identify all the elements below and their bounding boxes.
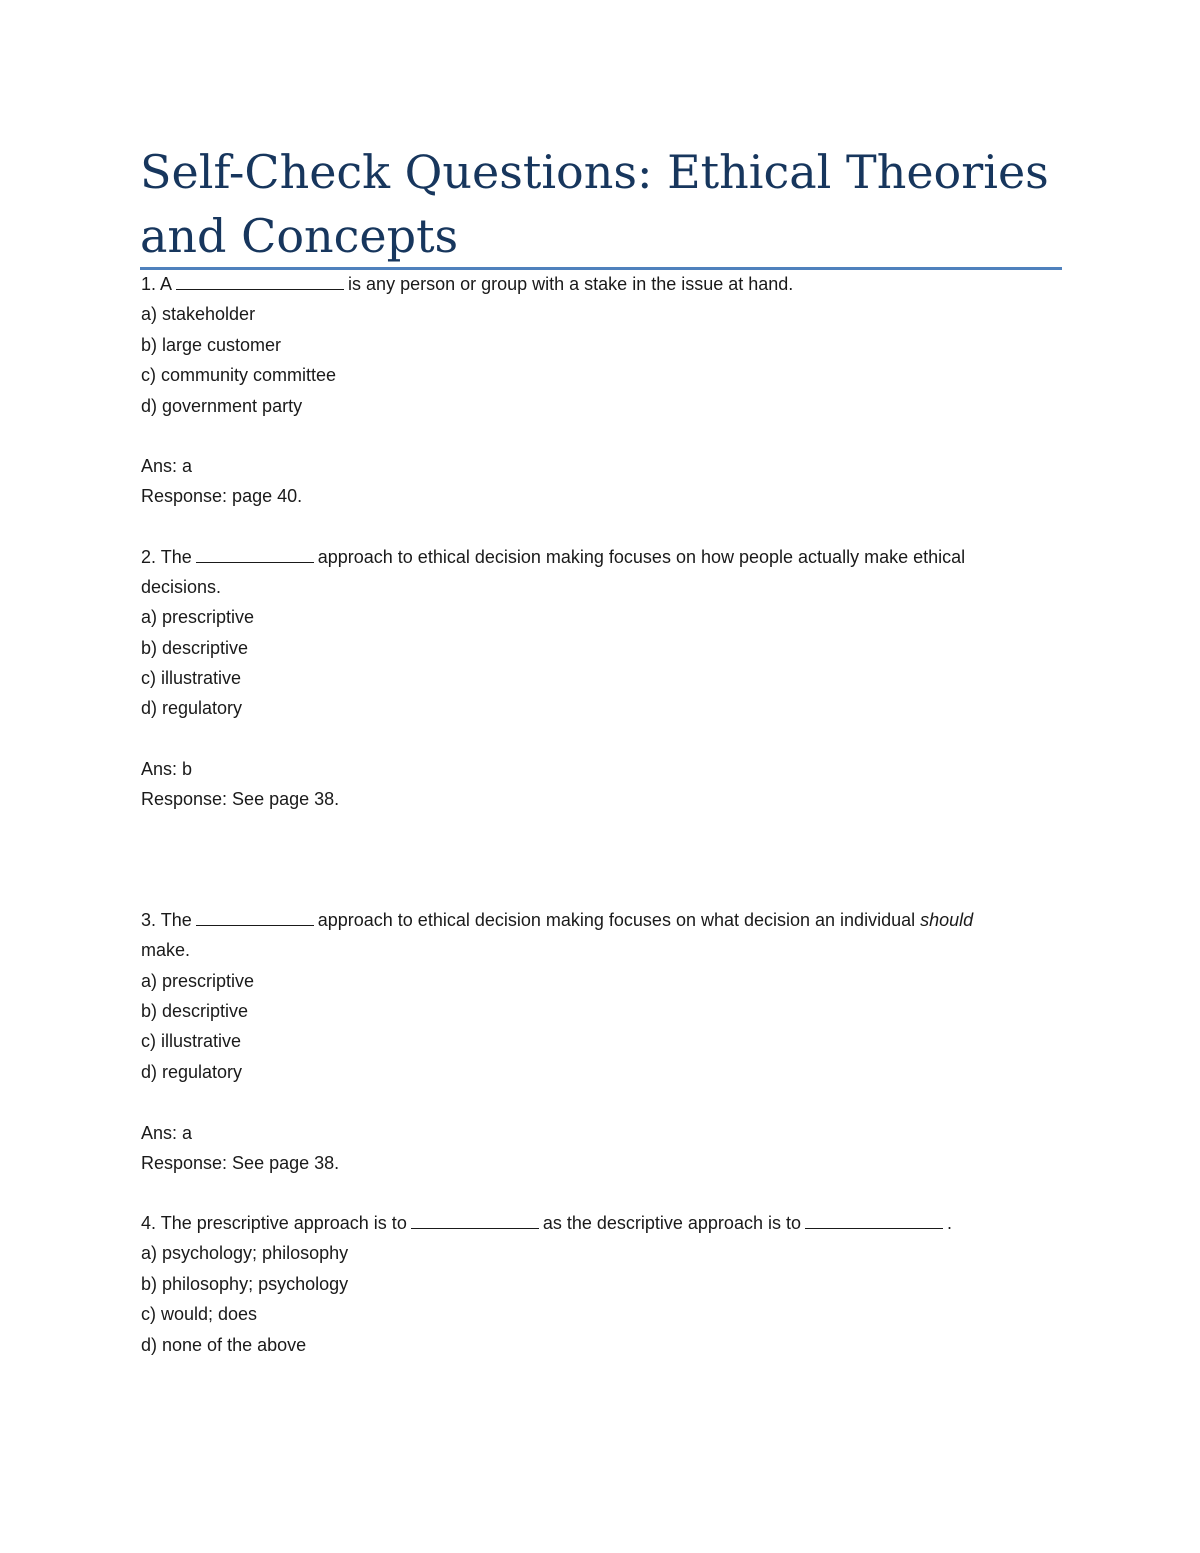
option-c: c) illustrative bbox=[141, 668, 242, 688]
answer-line: Ans: a bbox=[141, 1123, 193, 1143]
question-2-stem bbox=[141, 545, 965, 569]
option-b: b) large customer bbox=[141, 335, 282, 355]
question-3-stem bbox=[141, 908, 973, 932]
title-underline bbox=[140, 267, 1062, 270]
answer-line: Ans: a bbox=[141, 456, 193, 476]
question-number: 4. bbox=[141, 1213, 157, 1233]
option-c: c) would; does bbox=[141, 1304, 258, 1324]
question-middle: as the descriptive approach is to bbox=[542, 1213, 801, 1233]
question-end: . bbox=[946, 1213, 952, 1233]
response-line: Response: See page 38. bbox=[141, 789, 340, 809]
option-a: a) prescriptive bbox=[141, 607, 255, 627]
question-1-stem bbox=[141, 272, 793, 296]
answer-line: Ans: b bbox=[141, 759, 193, 779]
option-d: d) regulatory bbox=[141, 698, 243, 718]
answer-blank bbox=[805, 1211, 943, 1229]
question-suffix: is any person or group with a stake in the issue at hand. bbox=[348, 274, 794, 294]
question-suffix: approach to ethical decision making focuses on what decision an individual bbox=[317, 910, 916, 930]
question-number: 1. bbox=[141, 274, 157, 294]
question-prefix: A bbox=[160, 274, 173, 294]
option-b: b) philosophy; psychology bbox=[141, 1274, 349, 1294]
answer-blank bbox=[196, 545, 314, 563]
option-c: c) illustrative bbox=[141, 1031, 242, 1051]
question-suffix: approach to ethical decision making focuses on how people actually make ethical bbox=[317, 547, 966, 567]
option-d: d) regulatory bbox=[141, 1062, 243, 1082]
question-prefix: The prescriptive approach is to bbox=[160, 1213, 407, 1233]
question-number: 2. bbox=[141, 547, 157, 567]
option-b: b) descriptive bbox=[141, 1001, 249, 1021]
question-4-stem bbox=[141, 1211, 952, 1235]
option-d: d) none of the above bbox=[141, 1335, 307, 1355]
question-2-continuation: decisions. bbox=[141, 577, 222, 597]
document-title: Self-Check Questions: Ethical Theories and Concepts bbox=[140, 145, 1049, 263]
question-number: 3. bbox=[141, 910, 157, 930]
question-3-continuation: make. bbox=[141, 940, 191, 960]
option-d: d) government party bbox=[141, 396, 303, 416]
response-line: Response: See page 38. bbox=[141, 1153, 340, 1173]
option-a: a) psychology; philosophy bbox=[141, 1243, 349, 1263]
answer-blank bbox=[176, 272, 344, 290]
option-a: a) prescriptive bbox=[141, 971, 255, 991]
emphasized-word: should bbox=[920, 910, 974, 930]
response-line: Response: page 40. bbox=[141, 486, 303, 506]
option-a: a) stakeholder bbox=[141, 304, 256, 324]
question-prefix: The bbox=[160, 547, 192, 567]
question-prefix: The bbox=[160, 910, 192, 930]
option-b: b) descriptive bbox=[141, 638, 249, 658]
answer-blank bbox=[196, 908, 314, 926]
option-c: c) community committee bbox=[141, 365, 337, 385]
answer-blank bbox=[411, 1211, 539, 1229]
